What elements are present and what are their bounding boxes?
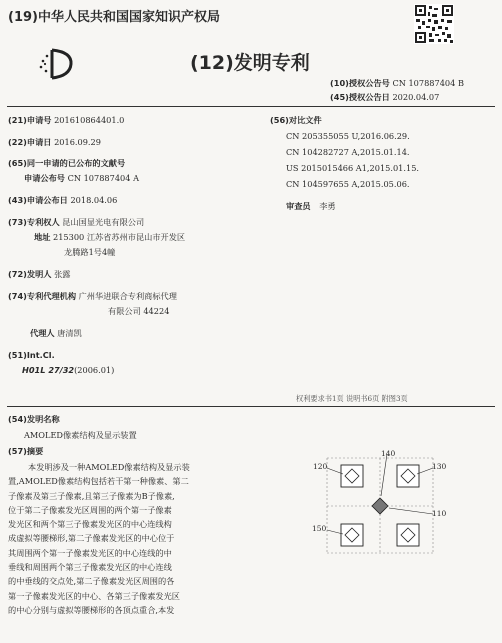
application-number	[8, 115, 124, 126]
grant-date	[330, 92, 439, 103]
publication-number-value: CN 107887404 A	[67, 173, 139, 183]
application-date-value: 2016.09.29	[54, 137, 101, 147]
examiner-value: 李勇	[319, 201, 336, 211]
abstract-label: (57)摘要	[8, 446, 44, 456]
publication-number	[24, 173, 139, 184]
address-label: 地址	[34, 232, 51, 242]
address-line-1: 215300 江苏省苏州市昆山市开发区	[53, 232, 186, 242]
examiner	[286, 201, 336, 212]
grant-number-label: (10)授权公告号	[330, 78, 390, 88]
figure-label: 110	[432, 509, 447, 518]
application-number-label: (21)申请号	[8, 115, 52, 125]
agency	[8, 291, 177, 302]
qr-code-icon	[414, 4, 454, 44]
int-cl-date: (2006.01)	[74, 365, 115, 375]
figure-label: 150	[312, 524, 327, 533]
abstract-line: 子像素及第三子像素,且第三子像素为B子像素,	[8, 490, 175, 501]
invention-name-label: (54)发明名称	[8, 414, 60, 424]
abstract-line: 位于第二子像素发光区周围的两个第一子像素	[8, 504, 172, 515]
figure-label: 130	[432, 462, 447, 471]
publication-date	[8, 195, 117, 206]
int-cl-code: H01L 27/32	[22, 365, 75, 375]
agent-label: 代理人	[30, 328, 55, 338]
agent-value: 唐清凯	[57, 328, 82, 338]
figure-label: 140	[381, 449, 396, 458]
grant-number	[330, 78, 464, 89]
agency-line-1: 广州华进联合专利商标代理	[78, 291, 177, 301]
publication-date-value: 2018.04.06	[70, 195, 118, 205]
grant-number-value: CN 107887404 B	[392, 78, 464, 88]
patentee-label: (73)专利权人	[8, 217, 60, 227]
agent	[30, 328, 82, 339]
figure-label: 120	[313, 462, 328, 471]
abstract-line: 的中心分别与虚拟等腰梯形的各顶点重合,本发	[8, 604, 175, 615]
office-line: (19)中华人民共和国国家知识产权局	[8, 10, 220, 25]
inventor-value: 张露	[54, 269, 71, 279]
publication-number-label: 申请公布号	[24, 173, 65, 183]
abstract-line: 第一子像素发光区的中心、各第三子像素发光区	[8, 590, 180, 601]
publication-date-label: (43)申请公布日	[8, 195, 68, 205]
int-cl-entry	[22, 365, 114, 376]
reference-item: US 2015015466 A1,2015.01.15.	[286, 163, 420, 173]
abstract-line: 成虚拟等腰梯形,第二子像素发光区的中心位于	[8, 533, 175, 544]
page-counts: 权利要求书1页 说明书6页 附图3页	[296, 394, 408, 403]
application-date-label: (22)申请日	[8, 137, 52, 147]
cnipa-logo-icon	[38, 47, 76, 81]
application-date	[8, 137, 101, 148]
reference-item: CN 205355055 U,2016.06.29.	[286, 131, 410, 141]
section-divider	[7, 406, 495, 407]
reference-item: CN 104282727 A,2015.01.14.	[286, 147, 410, 157]
address	[34, 232, 185, 243]
examiner-label: 审查员	[286, 201, 311, 211]
abstract-line: 置,AMOLED像素结构包括若干第一种像素、第二	[8, 476, 189, 487]
abstract-text	[8, 460, 262, 617]
patentee-value: 昆山国显光电有限公司	[62, 217, 145, 227]
reference-item: CN 104597655 A,2015.05.06.	[286, 179, 410, 189]
header-divider	[7, 106, 495, 107]
abstract-line: 垂线和周围两个第三子像素发光区的中心连线	[8, 562, 172, 573]
address-line-2: 龙腾路1号4幢	[64, 247, 116, 257]
invention-name-value: AMOLED像素结构及显示装置	[24, 430, 137, 440]
application-number-value: 201610864401.0	[54, 115, 125, 125]
publication-heading: (65)同一申请的已公布的文献号	[8, 158, 126, 168]
agency-line-2: 有限公司 44224	[108, 306, 170, 316]
doc-type-title: (12)发明专利	[190, 52, 310, 74]
abstract-line: 本发明涉及一种AMOLED像素结构及显示装	[28, 462, 190, 472]
grant-date-value: 2020.04.07	[392, 92, 440, 102]
abstract-line: 的中垂线的交点处,第二子像素发光区周围的各	[8, 576, 175, 587]
grant-date-label: (45)授权公告日	[330, 92, 390, 102]
patentee	[8, 217, 144, 228]
agency-label: (74)专利代理机构	[8, 291, 77, 301]
abstract-line: 其周围两个第一子像素发光区的中心连线的中	[8, 547, 172, 558]
inventor	[8, 269, 70, 280]
references-label: (56)对比文件	[270, 115, 322, 125]
inventor-label: (72)发明人	[8, 269, 52, 279]
int-cl-label: (51)Int.Cl.	[8, 350, 55, 360]
abstract-line: 发光区和两个第三子像素发光区的中心连线构	[8, 519, 172, 530]
